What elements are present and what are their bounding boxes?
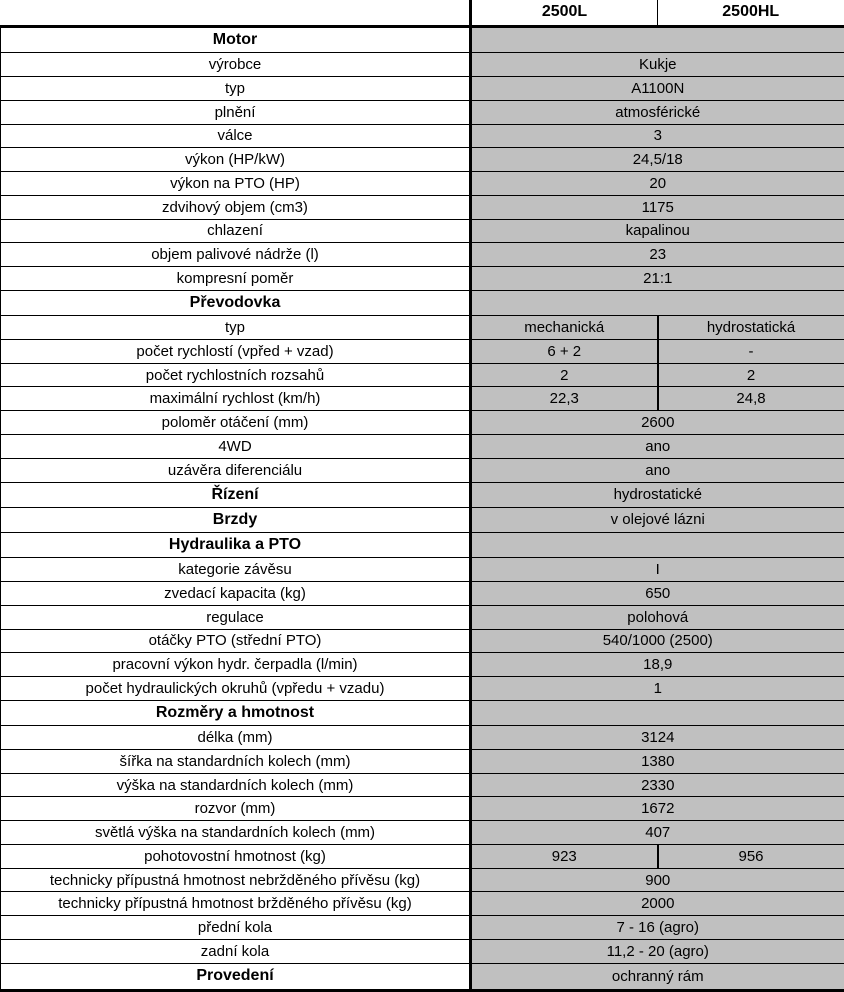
value-cell: ano — [471, 458, 844, 482]
value-cell: 407 — [471, 821, 844, 845]
table-header-row — [1, 0, 844, 26]
row-label: uzávěra diferenciálu — [1, 458, 471, 482]
value-cell: 540/1000 (2500) — [471, 629, 844, 653]
value-cell: 956 — [658, 844, 844, 868]
row-label: zvedací kapacita (kg) — [1, 582, 471, 606]
value-cell: 2000 — [471, 892, 844, 916]
row-label: pracovní výkon hydr. čerpadla (l/min) — [1, 653, 471, 677]
row-label: zadní kola — [1, 940, 471, 964]
table-row — [1, 844, 844, 868]
value-cell: 24,8 — [658, 387, 844, 411]
table-row — [1, 243, 844, 267]
table-row — [1, 411, 844, 435]
table-row — [1, 773, 844, 797]
value-cell: 22,3 — [471, 387, 658, 411]
table-row — [1, 582, 844, 606]
table-row — [1, 797, 844, 821]
table-row — [1, 892, 844, 916]
value-cell — [471, 700, 844, 725]
value-cell: 3124 — [471, 726, 844, 750]
section-row — [1, 290, 844, 315]
value-cell: - — [658, 339, 844, 363]
table-row — [1, 940, 844, 964]
value-cell: 23 — [471, 243, 844, 267]
row-label: chlazení — [1, 219, 471, 243]
value-cell: 2330 — [471, 773, 844, 797]
table-row — [1, 172, 844, 196]
column-header-2500HL: 2500HL — [658, 0, 844, 26]
row-label: zdvihový objem (cm3) — [1, 195, 471, 219]
value-cell: Kukje — [471, 53, 844, 77]
table-row — [1, 77, 844, 101]
value-cell: 6 + 2 — [471, 339, 658, 363]
table-row — [1, 339, 844, 363]
value-cell: polohová — [471, 605, 844, 629]
corner-cell — [1, 0, 471, 26]
row-label: šířka na standardních kolech (mm) — [1, 749, 471, 773]
value-cell: 24,5/18 — [471, 148, 844, 172]
value-cell: 1175 — [471, 195, 844, 219]
section-label: Převodovka — [1, 290, 471, 315]
section-label: Řízení — [1, 482, 471, 507]
column-header-2500L: 2500L — [471, 0, 658, 26]
table-row — [1, 677, 844, 701]
row-label: typ — [1, 316, 471, 340]
row-label: 4WD — [1, 434, 471, 458]
value-cell: 650 — [471, 582, 844, 606]
row-label: typ — [1, 77, 471, 101]
value-cell: 21:1 — [471, 267, 844, 291]
row-label: válce — [1, 124, 471, 148]
table-row — [1, 868, 844, 892]
row-label: výrobce — [1, 53, 471, 77]
value-cell: 1672 — [471, 797, 844, 821]
value-cell: 923 — [471, 844, 658, 868]
value-cell: 11,2 - 20 (agro) — [471, 940, 844, 964]
row-label: výkon na PTO (HP) — [1, 172, 471, 196]
table-row — [1, 148, 844, 172]
table-row — [1, 558, 844, 582]
value-cell — [471, 533, 844, 558]
section-label: Hydraulika a PTO — [1, 533, 471, 558]
row-label: objem palivové nádrže (l) — [1, 243, 471, 267]
row-label: počet rychlostí (vpřed + vzad) — [1, 339, 471, 363]
table-row — [1, 363, 844, 387]
table-row — [1, 653, 844, 677]
row-label: výška na standardních kolech (mm) — [1, 773, 471, 797]
section-row — [1, 507, 844, 532]
section-label: Motor — [1, 26, 471, 53]
value-cell: kapalinou — [471, 219, 844, 243]
value-cell: hydrostatické — [471, 482, 844, 507]
row-label: otáčky PTO (střední PTO) — [1, 629, 471, 653]
row-label: počet hydraulických okruhů (vpředu + vzadu) — [1, 677, 471, 701]
section-row — [1, 533, 844, 558]
table-row — [1, 219, 844, 243]
spec-table-body — [1, 0, 844, 991]
value-cell: A1100N — [471, 77, 844, 101]
table-row — [1, 916, 844, 940]
row-label: délka (mm) — [1, 726, 471, 750]
table-row — [1, 100, 844, 124]
value-cell: mechanická — [471, 316, 658, 340]
value-cell: 2 — [658, 363, 844, 387]
value-cell: atmosférické — [471, 100, 844, 124]
table-row — [1, 53, 844, 77]
table-row — [1, 749, 844, 773]
row-label: regulace — [1, 605, 471, 629]
row-label: technicky přípustná hmotnost nebržděného přívěsu (kg) — [1, 868, 471, 892]
table-row — [1, 316, 844, 340]
row-label: kompresní poměr — [1, 267, 471, 291]
table-row — [1, 267, 844, 291]
value-cell: 18,9 — [471, 653, 844, 677]
section-row — [1, 963, 844, 990]
value-cell: 20 — [471, 172, 844, 196]
table-row — [1, 726, 844, 750]
row-label: rozvor (mm) — [1, 797, 471, 821]
value-cell: 2 — [471, 363, 658, 387]
value-cell: 7 - 16 (agro) — [471, 916, 844, 940]
row-label: poloměr otáčení (mm) — [1, 411, 471, 435]
section-row — [1, 700, 844, 725]
row-label: pohotovostní hmotnost (kg) — [1, 844, 471, 868]
value-cell — [471, 26, 844, 53]
table-row — [1, 629, 844, 653]
table-row — [1, 124, 844, 148]
row-label: maximální rychlost (km/h) — [1, 387, 471, 411]
row-label: technicky přípustná hmotnost bržděného přívěsu (kg) — [1, 892, 471, 916]
table-row — [1, 195, 844, 219]
section-label: Brzdy — [1, 507, 471, 532]
table-row — [1, 387, 844, 411]
value-cell: 900 — [471, 868, 844, 892]
value-cell: v olejové lázni — [471, 507, 844, 532]
value-cell: 1380 — [471, 749, 844, 773]
section-label: Provedení — [1, 963, 471, 990]
table-row — [1, 458, 844, 482]
value-cell — [471, 290, 844, 315]
row-label: počet rychlostních rozsahů — [1, 363, 471, 387]
value-cell: hydrostatická — [658, 316, 844, 340]
row-label: přední kola — [1, 916, 471, 940]
value-cell: ochranný rám — [471, 963, 844, 990]
value-cell: ano — [471, 434, 844, 458]
section-row — [1, 26, 844, 53]
table-row — [1, 605, 844, 629]
section-label: Rozměry a hmotnost — [1, 700, 471, 725]
row-label: výkon (HP/kW) — [1, 148, 471, 172]
section-row — [1, 482, 844, 507]
value-cell: I — [471, 558, 844, 582]
value-cell: 3 — [471, 124, 844, 148]
row-label: plnění — [1, 100, 471, 124]
table-row — [1, 434, 844, 458]
value-cell: 1 — [471, 677, 844, 701]
value-cell: 2600 — [471, 411, 844, 435]
table-row — [1, 821, 844, 845]
row-label: světlá výška na standardních kolech (mm) — [1, 821, 471, 845]
row-label: kategorie závěsu — [1, 558, 471, 582]
